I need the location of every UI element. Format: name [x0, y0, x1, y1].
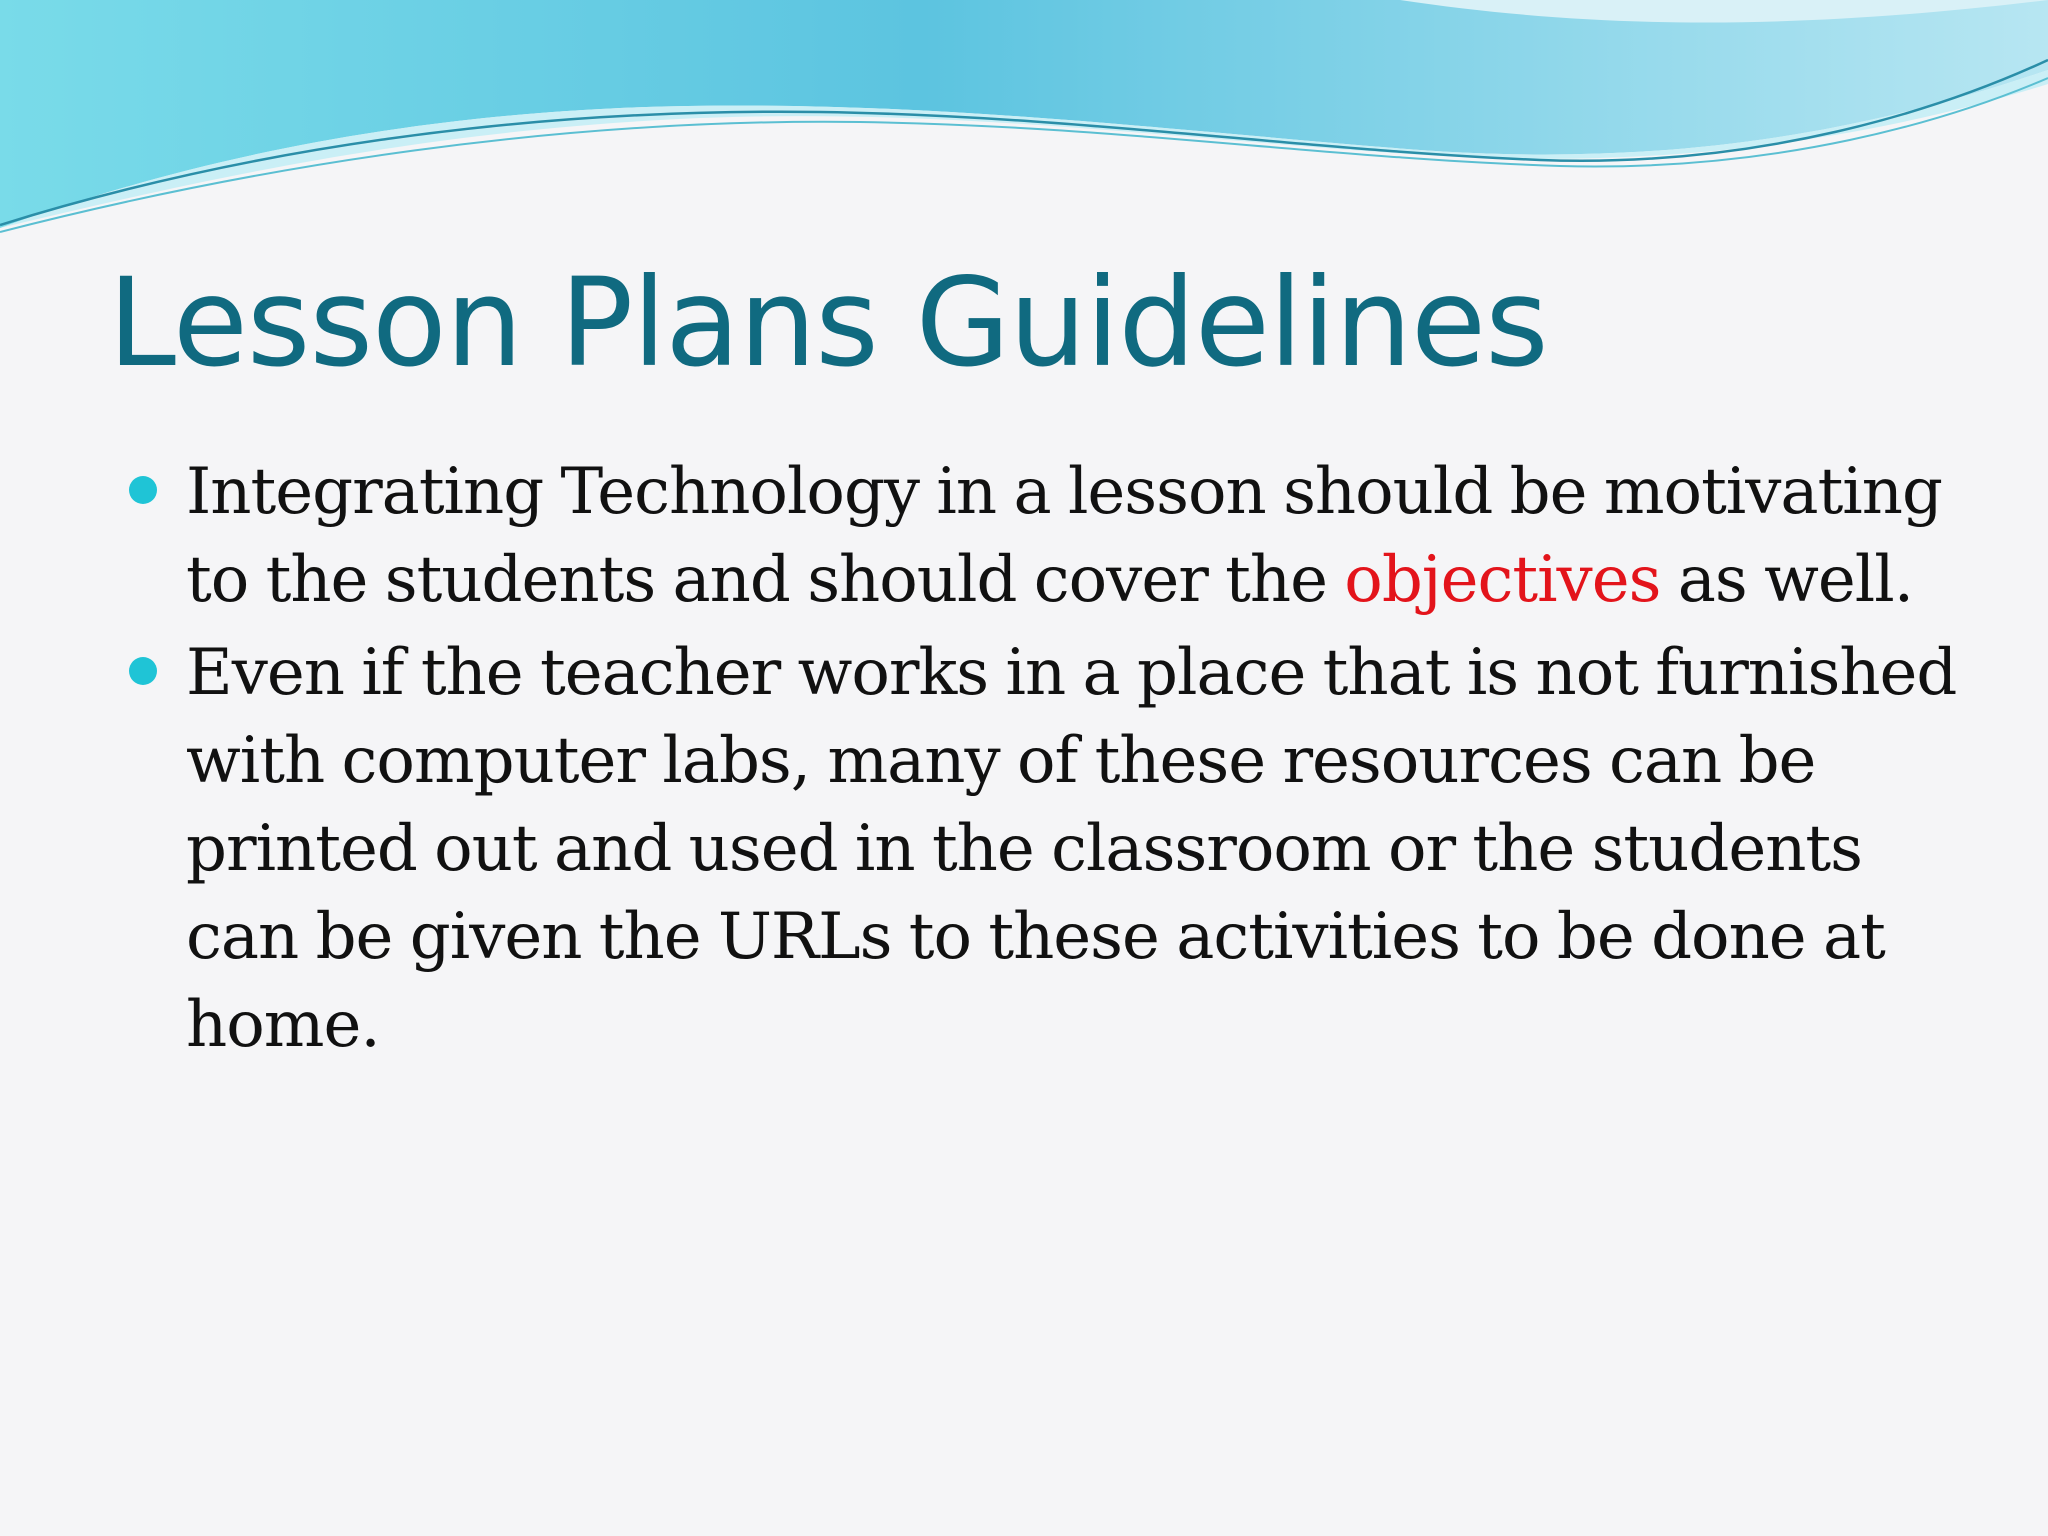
bullet-text-end: as well. [1660, 543, 1914, 617]
slide-title: Lesson Plans Guidelines [108, 252, 1548, 394]
header-wave-decoration [0, 0, 2048, 240]
bullet-list [186, 448, 1986, 1074]
bullet-item [186, 629, 1986, 1069]
bullet-item [186, 448, 1986, 624]
highlighted-term: objectives [1344, 543, 1661, 617]
bullet-text: Integrating Technology in a lesson should be motivating to the students and should cover the [186, 455, 1942, 617]
bullet-marker-icon [129, 476, 157, 504]
bullet-marker-icon [129, 657, 157, 685]
bullet-text: Even if the teacher works in a place that is not furnished with computer labs, many of these resources can be printed out and used in the classroom or the students can be given the URLs to these activities to be done at home. [186, 636, 1957, 1062]
